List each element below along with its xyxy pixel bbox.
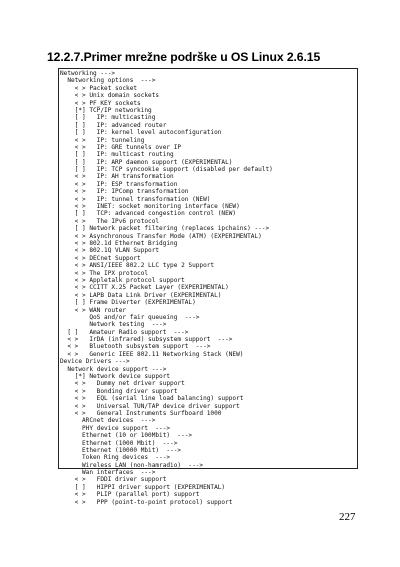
section-heading: 12.2.7.Primer mrežne podrške u OS Linux 2.6.15 — [47, 50, 321, 64]
config-line: Ethernet (10 or 100Mbit) ---> — [60, 432, 193, 440]
config-line: < > IrDA (infrared) subsystem support ---> — [60, 336, 233, 344]
config-line: Networking options ---> — [60, 77, 156, 85]
config-line: < > General Instruments Surfboard 1000 — [60, 409, 222, 417]
config-line: < > Universal TUN/TAP device driver support — [60, 402, 240, 410]
config-line: [ ] Network packet filtering (replaces ipchains) ---> — [60, 225, 270, 233]
config-line: < > DECnet Support — [60, 254, 141, 262]
config-line: < > 802.1d Ethernet Bridging — [60, 239, 178, 247]
config-line: Token Ring devices ---> — [60, 454, 171, 462]
config-line: ARCnet devices ---> — [60, 417, 156, 425]
config-line: [ ] IP: TCP syncookie support (disabled per default) — [60, 166, 273, 174]
config-line: Network testing ---> — [60, 321, 167, 329]
config-line: < > Appletalk protocol support — [60, 276, 185, 284]
config-line: < > IP: tunnel transformation (NEW) — [60, 195, 211, 203]
config-line: < > Packet socket — [60, 84, 138, 92]
config-line: Wan interfaces ---> — [60, 469, 156, 477]
config-line-list — [59, 69, 357, 506]
kernel-config-listing — [58, 68, 358, 506]
config-line: < > The IPX protocol — [60, 269, 149, 277]
config-line: < > IP: IPComp transformation — [60, 188, 189, 196]
config-line: < > INET: socket monitoring interface (NEW) — [60, 203, 240, 211]
config-line: < > Bonding driver support — [60, 387, 178, 395]
config-line: [ ] IP: kernel level autoconfiguration — [60, 129, 222, 137]
config-line: < > CCITT X.25 Packet Layer (EXPERIMENTAL) — [60, 284, 229, 292]
config-line: < > FDDI driver support — [60, 476, 167, 484]
config-line: [ ] IP: multicast routing — [60, 151, 174, 159]
config-line: Networking ---> — [60, 70, 116, 77]
page-number: 227 — [339, 511, 356, 523]
config-line: [ ] TCP: advanced congestion control (NEW) — [60, 210, 237, 218]
config-line: < > PF_KEY sockets — [60, 99, 141, 107]
config-line: [*] TCP/IP networking — [60, 106, 152, 114]
config-line: < > LAPB Data Link Driver (EXPERIMENTAL) — [60, 291, 222, 299]
config-line: < > Dummy net driver support — [60, 380, 185, 388]
config-line: [ ] IP: multicasting — [60, 114, 156, 122]
config-line: Wireless LAN (non-hamradio) ---> — [60, 461, 204, 469]
config-line: Ethernet (1000 Mbit) ---> — [60, 439, 178, 447]
config-line: < > IP: AH transformation — [60, 173, 174, 181]
config-line: [ ] Frame Diverter (EXPERIMENTAL) — [60, 299, 196, 307]
config-line: < > Asynchronous Transfer Mode (ATM) (EXPERIMENTAL) — [60, 232, 262, 240]
config-line: < > PPP (point-to-point protocol) support — [60, 498, 233, 506]
config-line: < > IP: tunneling — [60, 136, 145, 144]
config-line: < > IP: ESP transformation — [60, 180, 178, 188]
config-line: < > Unix domain sockets — [60, 92, 160, 100]
config-line: < > 802.1Q VLAN Support — [60, 247, 160, 255]
config-line: < > PLIP (parallel port) support — [60, 491, 200, 499]
config-line: < > WAN router — [60, 306, 127, 314]
config-line: [ ] Amateur Radio support ---> — [60, 328, 189, 336]
config-line: Device Drivers ---> — [60, 358, 130, 366]
config-line: Ethernet (10000 Mbit) ---> — [60, 446, 182, 454]
config-line: < > ANSI/IEEE 802.2 LLC type 2 Support — [60, 262, 215, 270]
config-line: QoS and/or fair queueing ---> — [60, 313, 200, 321]
config-line: < > Bluetooth subsystem support ---> — [60, 343, 211, 351]
config-line: < > The IPv6 protocol — [60, 217, 160, 225]
config-line: [ ] HIPPI driver support (EXPERIMENTAL) — [60, 483, 226, 491]
config-line: Network device support ---> — [60, 365, 167, 373]
config-line: < > IP: GRE tunnels over IP — [60, 143, 182, 151]
config-line: [ ] IP: ARP daemon support (EXPERIMENTAL) — [60, 158, 233, 166]
config-line: [*] Network device support — [60, 373, 171, 381]
config-line: [ ] IP: advanced router — [60, 121, 167, 129]
config-line: < > Generic IEEE 802.11 Networking Stack (NEW) — [60, 350, 244, 358]
config-line: < > EQL (serial line load balancing) support — [60, 395, 244, 403]
config-line: PHY device support ---> — [60, 424, 171, 432]
